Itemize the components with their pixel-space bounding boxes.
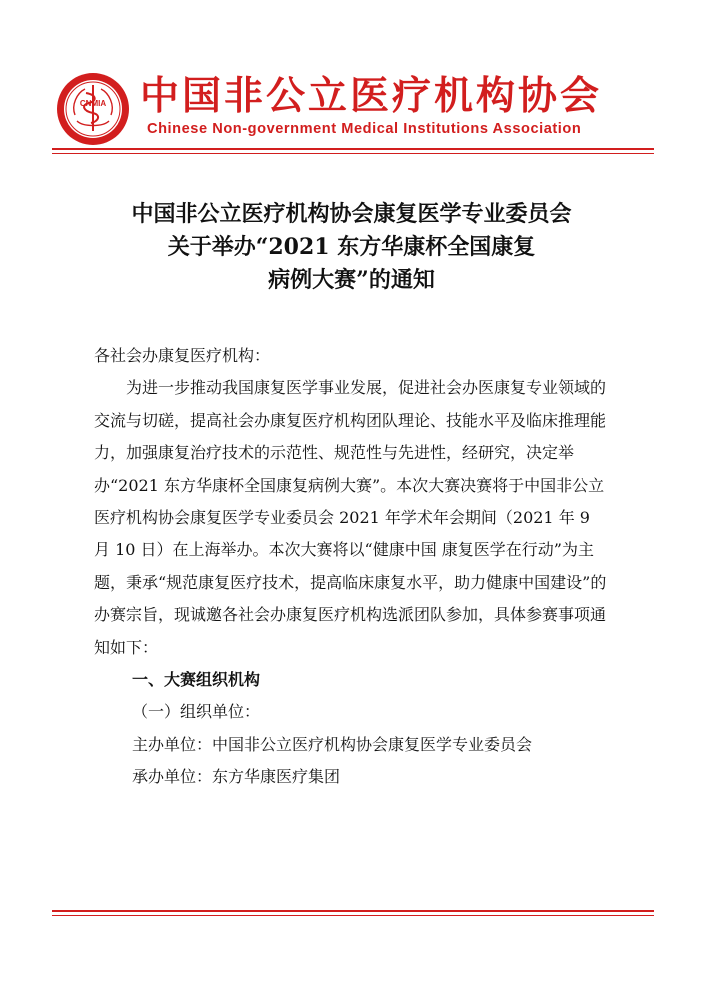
- title-line-3: 病例大赛”的通知: [268, 267, 435, 293]
- footer-rule-thin: [52, 915, 654, 916]
- svg-text:CNMIA: CNMIA: [79, 99, 107, 108]
- salutation: 各社会办康复医疗机构：: [94, 346, 271, 365]
- cnmia-seal-icon: [55, 71, 131, 147]
- org-name-cn: 中国非公立医疗机构协会: [140, 73, 603, 119]
- title-line-2: 关于举办“2021 东方华康杯全国康复: [167, 234, 536, 260]
- footer-rule-thick: [52, 910, 654, 912]
- host-unit: 主办单位：中国非公立医疗机构协会康复医学专业委员会: [132, 734, 533, 754]
- organizer-unit: 承办单位：东方华康医疗集团: [132, 767, 341, 787]
- header-rule-thick: [52, 148, 654, 150]
- title-line-1: 中国非公立医疗机构协会康复医学专业委员会: [131, 201, 572, 227]
- subsection-heading: （一）组织单位：: [132, 702, 261, 722]
- org-name-en: Chinese Non-government Medical Institutions Association: [147, 121, 582, 137]
- document-body: [94, 340, 609, 794]
- section-heading: 一、大赛组织机构: [132, 670, 261, 690]
- header-rule-thin: [52, 153, 654, 154]
- letterhead: [0, 0, 703, 150]
- paragraph-intro: 为进一步推动我国康复医学事业发展，促进社会办医康复专业领域的交流与切磋，提高社会办康复医疗机构团队理论、技能水平及临床推理能力，加强康复治疗技术的示范性、规范性与先进性，经研究，决定举办“2021 东方华康杯全国康复病例大赛”。本次大赛决赛将于中国非公立医疗机构协会康复医学专业委员会 2021 年学术年会期间（2021 年 9 月 10 日）在上海举办。本次大赛将以“健康中国 康复医学在行动”为主题，秉承“规范康复医疗技术，提高临床康复水平，助力健康中国建设”的办赛宗旨，现诚邀各社会办康复医疗机构选派团队参加，具体参赛事项通知如下：: [94, 378, 607, 657]
- document-title: [0, 198, 703, 297]
